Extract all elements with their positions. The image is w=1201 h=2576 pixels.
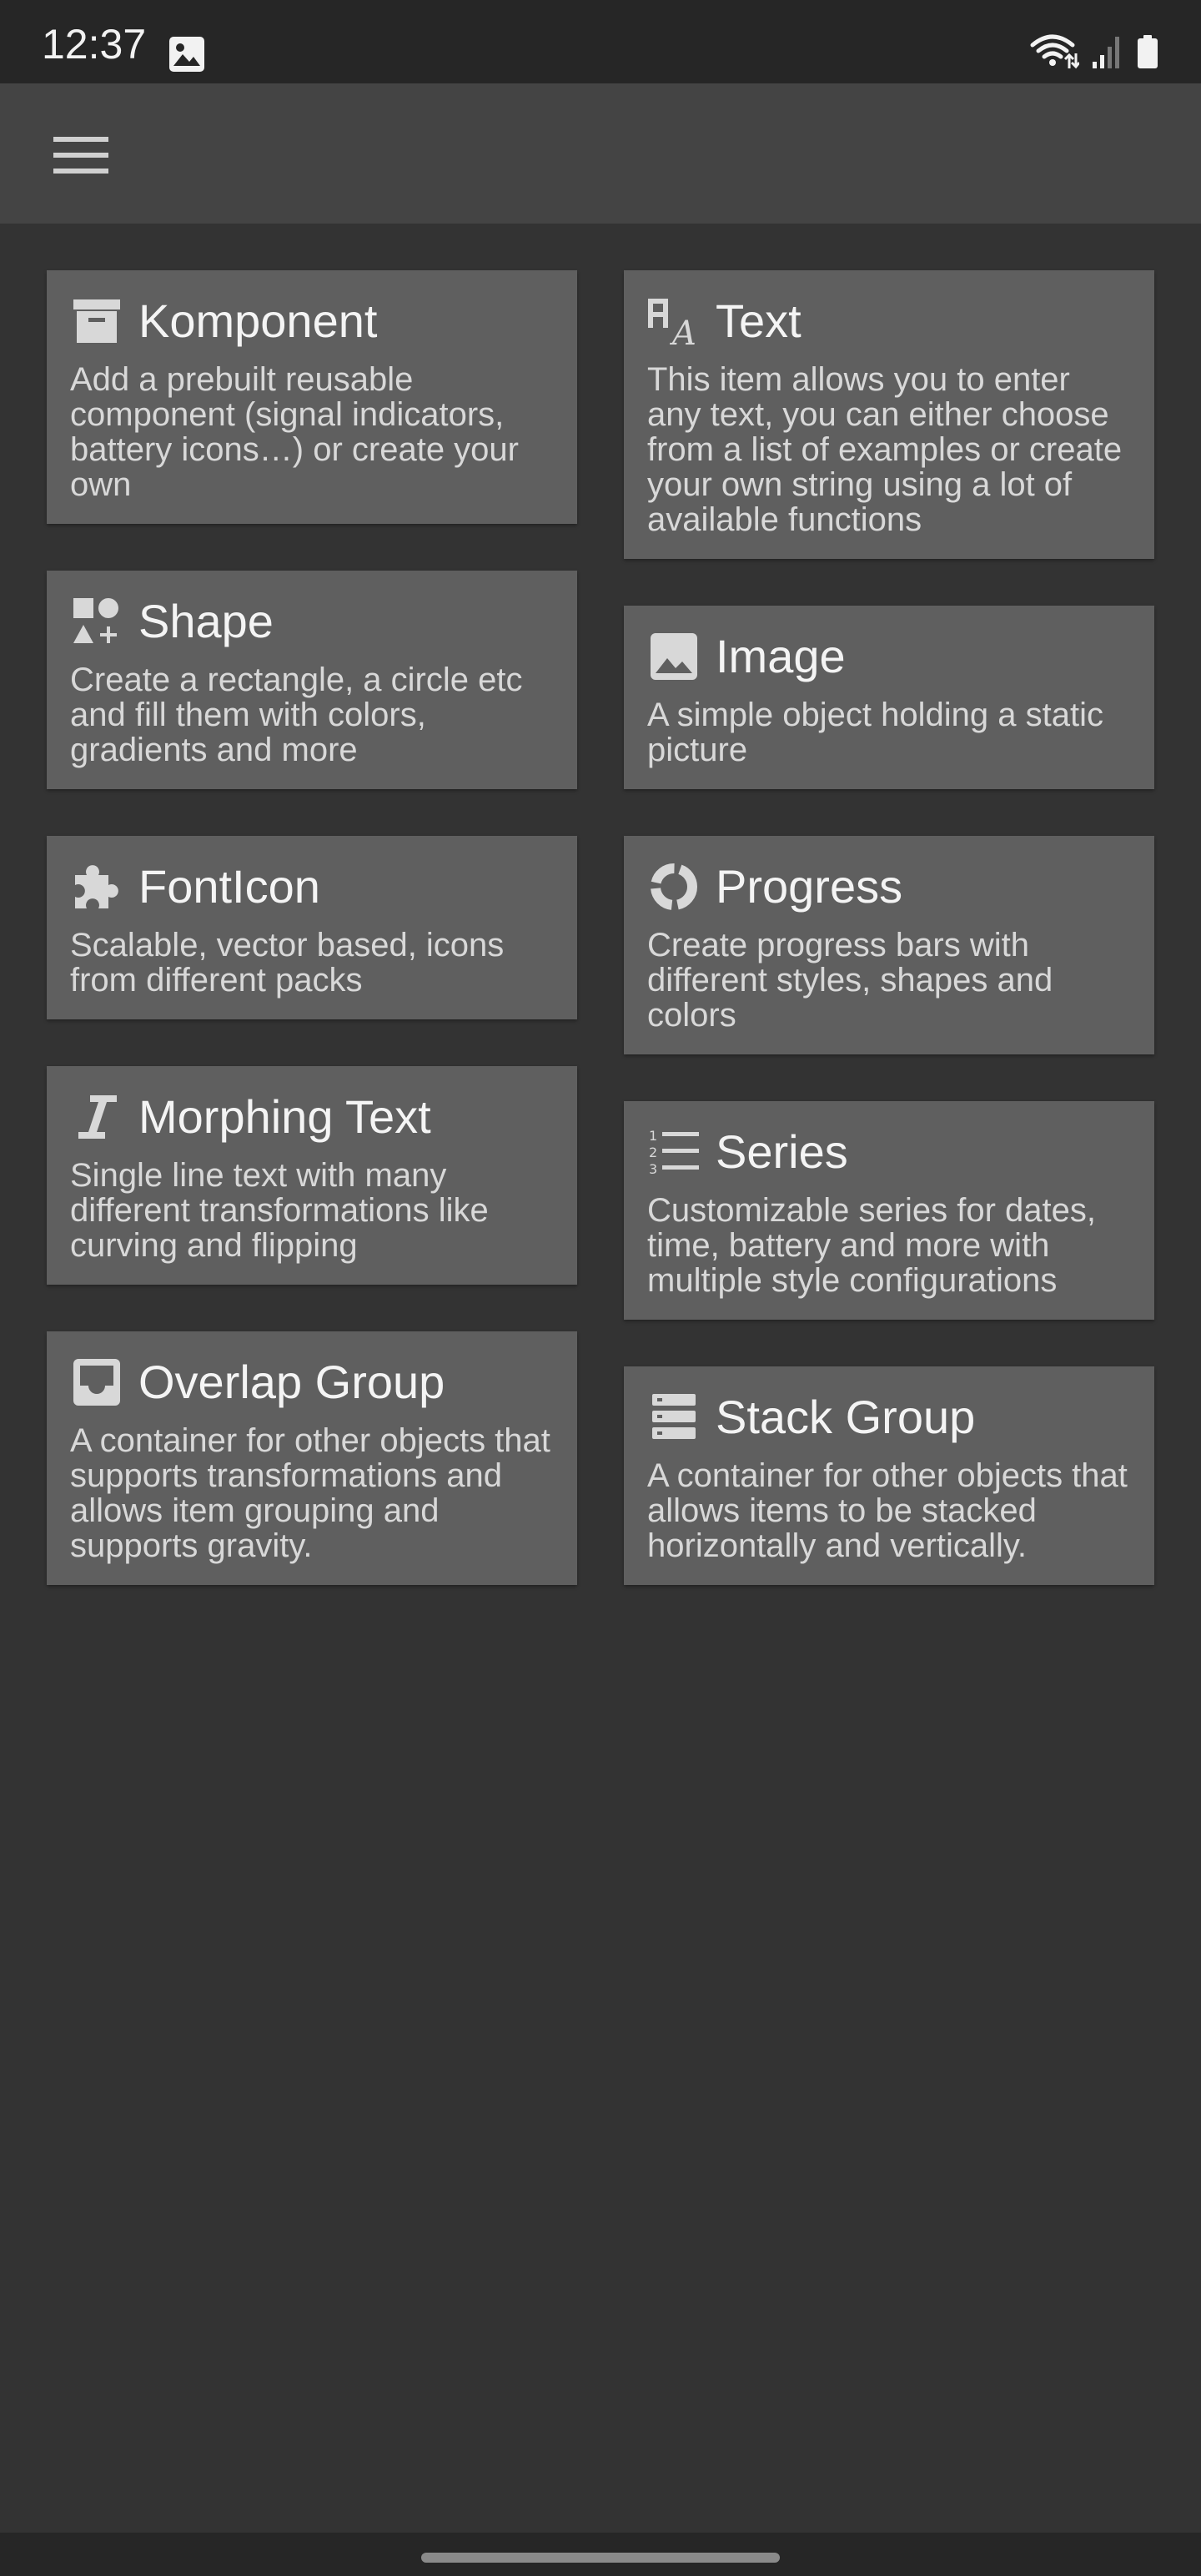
card-overlap-group[interactable] <box>47 1331 577 1585</box>
menu-button[interactable] <box>33 113 113 194</box>
right-column <box>624 270 1154 1632</box>
card-title: Series <box>716 1125 848 1178</box>
progress-ring-icon <box>647 860 701 913</box>
card-title: Stack Group <box>716 1391 976 1443</box>
image-icon <box>647 630 701 683</box>
card-stack-group[interactable] <box>624 1366 1154 1585</box>
card-description: This item allows you to enter any text, you can either choose from a list of examples or create your own string using a lot of available functions <box>647 361 1123 538</box>
app-bar <box>0 83 1201 224</box>
numbered-list-icon <box>647 1125 701 1179</box>
card-description: A container for other objects that supports transformations and allows item grouping and supports gravity. <box>70 1422 550 1564</box>
status-icons <box>1029 33 1159 74</box>
card-description: Create progress bars with different styles, shapes and colors <box>647 927 1053 1034</box>
card-image[interactable] <box>624 606 1154 789</box>
hamburger-menu-icon <box>53 135 108 175</box>
home-gesture-handle[interactable] <box>421 2553 780 2563</box>
left-column <box>47 270 577 1632</box>
storage-stack-icon <box>647 1391 701 1444</box>
card-description: Create a rectangle, a circle etc and fill them with colors, gradients and more <box>70 662 523 768</box>
card-description: Scalable, vector based, icons from different packs <box>70 927 505 999</box>
card-series[interactable] <box>624 1101 1154 1320</box>
status-bar <box>0 0 1201 83</box>
card-morphing-text[interactable] <box>47 1066 577 1285</box>
gallery-icon <box>167 34 207 74</box>
card-fonticon[interactable] <box>47 836 577 1019</box>
status-time: 12:37 <box>42 21 147 68</box>
shapes-icon <box>70 595 123 648</box>
card-title: Shape <box>138 595 274 647</box>
card-komponent[interactable] <box>47 270 577 524</box>
card-title: Image <box>716 630 846 682</box>
signal-icon <box>1091 33 1124 74</box>
card-description: Add a prebuilt reusable component (signal indicators, battery icons…) or create your own <box>70 361 519 503</box>
archive-icon <box>70 294 123 348</box>
card-title: Progress <box>716 860 903 913</box>
svg-text:3: 3 <box>649 1161 658 1177</box>
card-text[interactable] <box>624 270 1154 559</box>
text-style-icon <box>647 294 701 348</box>
puzzle-icon <box>70 860 123 913</box>
card-description: Single line text with many different transformations like curving and flipping <box>70 1157 489 1264</box>
card-title: FontIcon <box>138 860 320 913</box>
svg-text:2: 2 <box>649 1145 658 1160</box>
card-description: A simple object holding a static picture <box>647 697 1103 768</box>
card-title: Overlap Group <box>138 1356 445 1408</box>
card-title: Morphing Text <box>138 1090 431 1143</box>
card-title: Text <box>716 294 802 347</box>
card-description: A container for other objects that allows items to be stacked horizontally and vertically. <box>647 1457 1128 1564</box>
card-progress[interactable] <box>624 836 1154 1054</box>
navigation-bar <box>0 2533 1201 2576</box>
svg-text:1: 1 <box>649 1128 658 1144</box>
inbox-icon <box>70 1356 123 1409</box>
card-description: Customizable series for dates, time, battery and more with multiple style configurations <box>647 1192 1097 1299</box>
svg-text:A: A <box>672 314 696 348</box>
card-title: Komponent <box>138 294 378 347</box>
italic-icon <box>70 1090 123 1144</box>
card-shape[interactable] <box>47 571 577 789</box>
battery-icon <box>1136 33 1159 74</box>
wifi-icon <box>1029 33 1079 74</box>
